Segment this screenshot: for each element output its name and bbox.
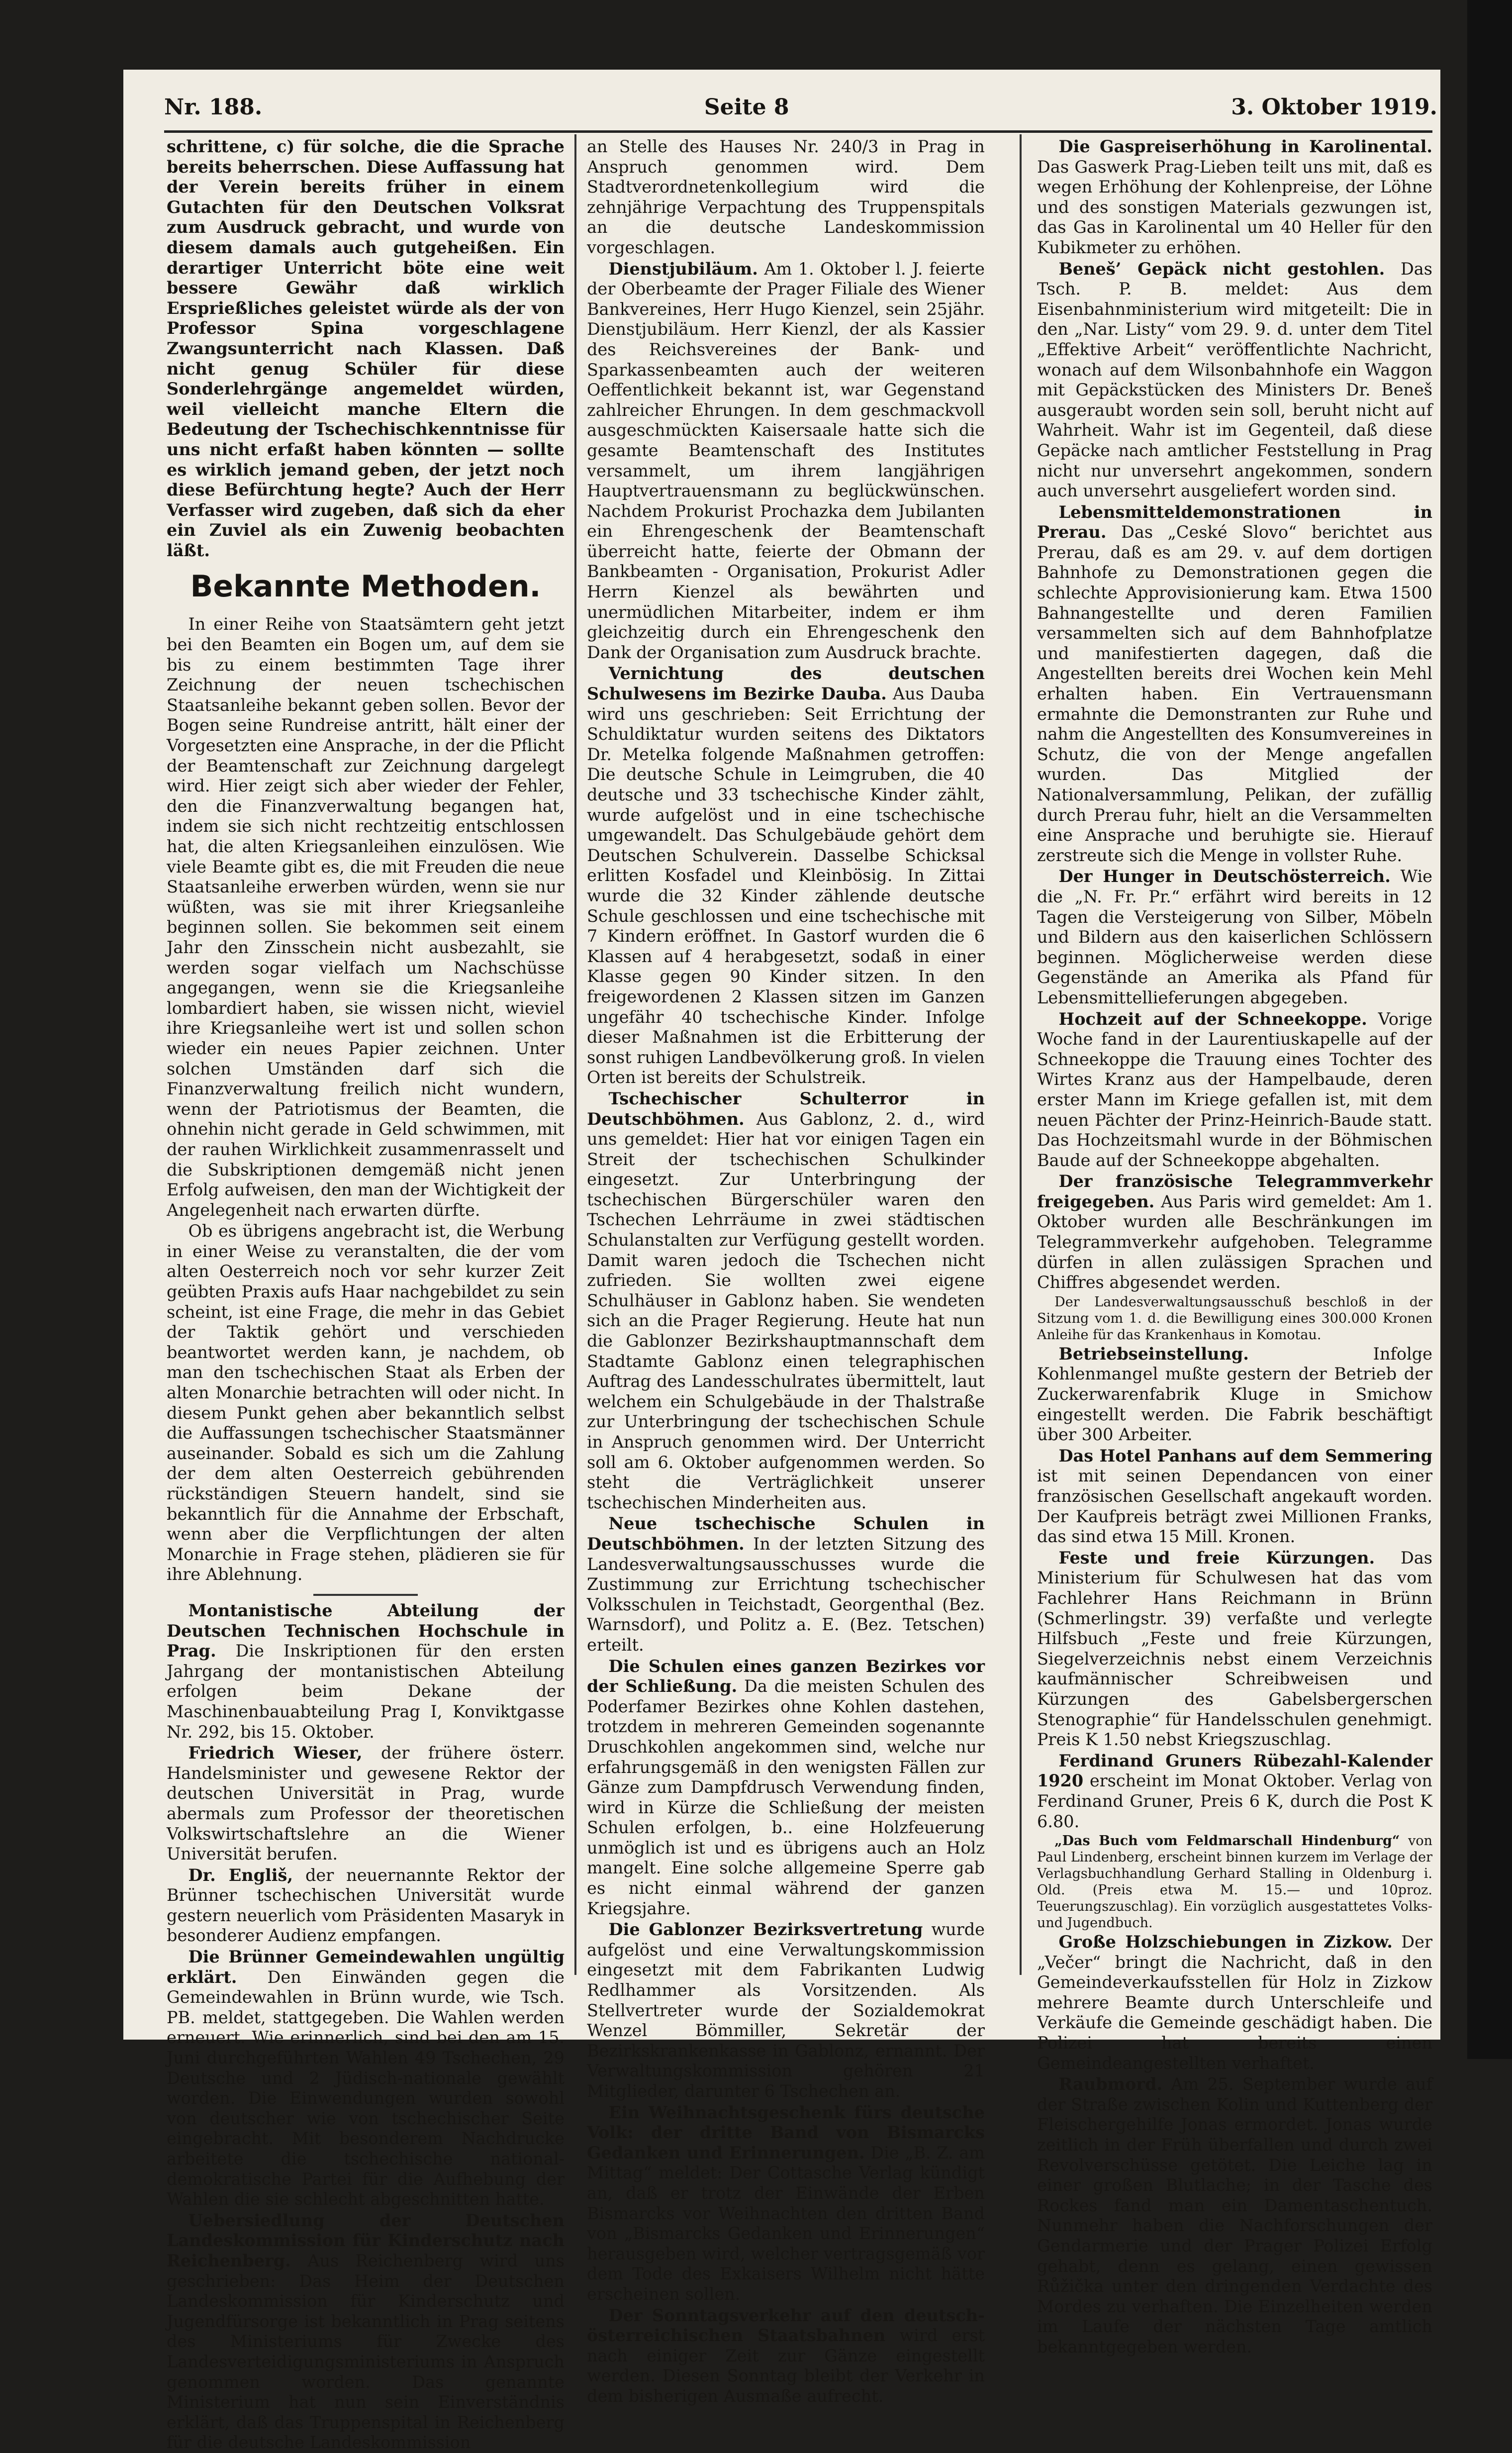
page-number: Seite 8 — [704, 94, 789, 120]
news-heading: Uebersiedlung der Deutschen Landeskommission für Kinderschutz nach Reichenberg. — [167, 2210, 565, 2270]
news-text: der neuernannte Rektor der Brünner tschechischen Universität wurde gestern neuerlich vom Präsidenten Masaryk in besonderer Audienz empfangen. — [167, 1865, 565, 1946]
news-item — [167, 1601, 565, 1742]
news-heading: Die Gaspreiserhöhung in Karolinental. — [1058, 137, 1432, 156]
news-text: Das „Ceské Slovo“ berichtet aus Prerau, daß es am 29. v. auf dem dortigen Bahnhofe zu Demonstrationen gegen die schlechte Approvisionierung kam. Etwa 1500 Bahnangestellte und deren Familien versammelten sich auf dem Bahnhofplatze und manifestierten dagegen, daß die Angestellten bereits drei Wochen kein Mehl erhalten haben. Ein Vertrauensmann ermahnte die Demonstranten zur Ruhe und nahm die Angestellten des Konsumvereines in Schutz, die von der Menge angefallen wurden. Das Mitglied der Nationalversammlung, Pelikan, der zufällig durch Prerau fuhr, hielt an die Versammelten eine Ansprache und beruhigte sie. Hierauf zerstreute sich die Menge in vollster Ruhe. — [1037, 522, 1433, 865]
section-rule — [313, 1594, 418, 1596]
news-text: Aus Paris wird gemeldet: Am 1. Oktober wurden alle Beschränkungen im Telegrammverkehr aufgehoben. Telegramme dürfen in allen zulässigen Sprachen und Chiffres abgesendet werden. — [1037, 1191, 1432, 1292]
news-heading: Lebensmitteldemonstrationen in Prerau. — [1037, 502, 1432, 542]
news-text: der frühere österr. Handelsminister und gewesene Rektor der deutschen Universität in Prag, wurde abermals zum Professor der theoretischen Volkswirtschaftslehre an die Wiener Universität berufen. — [167, 1743, 565, 1864]
news-heading: Die Brünner Gemeindewahlen ungültig erklärt. — [167, 1947, 565, 1987]
news-text: erscheint im Monat Oktober. Verlag von Ferdinand Gruner, Preis 6 K, durch die Post K 6.80. — [1037, 1771, 1432, 1831]
column-1 — [167, 137, 565, 2453]
news-heading: Dienstjubiläum. — [608, 259, 758, 279]
news-item — [1037, 1446, 1432, 1547]
news-text: Aus Gablonz, 2. d., wird uns gemeldet: Hier hat vor einigen Tagen ein Streit der tschechischen Schulkinder eingesetzt. Zur Unterbringung der tschechischen Bürgerschüler waren den Tschechen Lehrräume in zwei städtischen Schulanstalten zur Verfügung gestellt worden. Damit waren jedoch die Tschechen nicht zufrieden. Sie wollten zwei eigene Schulhäuser in Gablonz haben. Sie wendeten sich an die Prager Regierung. Heute hat nun die Gablonzer Bezirkshauptmannschaft dem Stadtamte Gablonz einen telegraphischen Auftrag des Landesschulrates übermittelt, laut welchem ein Schulgebäude in der Thalstraße zur Unterbringung der tschechischen Schule in Anspruch genommen wird. Der Unterricht soll am 6. Oktober aufgenommen werden. So steht die Verträglichkeit unserer tschechischen Minderheiten aus. — [587, 1109, 985, 1512]
news-heading: Die Gablonzer Bezirksvertretung — [608, 1920, 923, 1940]
news-text: ist mit seinen Dependancen von einer französischen Gesellschaft angekauft worden. Der Kaufpreis beträgt zwei Millionen Franks, das sind etwa 15 Mill. Kronen. — [1037, 1466, 1432, 1547]
column-2 — [587, 137, 985, 2406]
scan-border — [1467, 0, 1512, 2059]
news-text: Das Ministerium für Schulwesen hat das vom Fachlehrer Hans Reichmann in Brünn (Schmerlingstr. 39) verfaßte und verlegte Hilfsbuch „Feste und freie Kürzungen, Siegelverzeichnis nebst einem Verzeichnis kaufmännischer Schreibweisen und Kürzungen des Gabelsbergerschen Stenographie“ für Handelsschulen genehmigt. Preis K 1.50 nebst Kriegszuschlag. — [1037, 1548, 1432, 1750]
news-heading: Ein Weihnachtsgeschenk fürs deutsche Volk: der dritte Band von Bismarcks Gedanken und Erinnerungen. — [587, 2102, 985, 2162]
news-heading: Friedrich Wieser, — [188, 1743, 363, 1763]
news-heading: Montanistische Abteilung der Deutschen Technischen Hochschule in Prag. — [167, 1600, 565, 1661]
news-item — [587, 664, 985, 1087]
news-heading: Beneš’ Gepäck nicht gestohlen. — [1058, 259, 1385, 279]
news-item — [1037, 1009, 1432, 1171]
news-text: Aus Reichenberg wird uns geschrieben: Das Heim der Deutschen Landeskommission für Kinderschutz und Jugendfürsorge ist bekanntlich in Prag seitens des Ministeriums für Zwecke des Landesverteidigungsministeriums in Anspruch genommen worden. Das genannte Ministerium hat nun sein Einverständnis erklärt, daß das Truppenspital in Reichenberg für die deutsche Landeskommission — [167, 2251, 565, 2453]
news-text: Das Tsch. P. B. meldet: Aus dem Eisenbahnministerium wird mitgeteilt: Die in den „Nar. Listy“ vom 29. 9. d. unter dem Titel „Effektive Arbeit“ veröffentlichte Nachricht, wonach auf dem Wilsonbahnhofe ein Waggon mit Gepäckstücken des Ministers Dr. Beneš ausgeraubt worden sein soll, beruht nicht auf Wahrheit. Wahr ist im Gegenteil, daß diese Gepäcke nach amtlicher Feststellung in Prag nicht nur unversehrt angekommen, sondern auch unversehrt ausgeliefert worden sind. — [1037, 259, 1432, 501]
news-item — [587, 1920, 985, 2101]
news-heading: „Das Buch vom Feldmarschall Hindenburg“ — [1054, 1833, 1400, 1849]
news-item — [1037, 259, 1432, 501]
column-divider — [1020, 134, 1022, 1975]
news-heading: Raubmord. — [1058, 2074, 1163, 2094]
news-text: wurde aufgelöst und eine Verwaltungskommission eingesetzt mit dem Fabrikanten Ludwig Redlhammer als Vorsitzenden. Als Stellvertreter wurde der Sozialdemokrat Wenzel Bömmiller, Sekretär der Bezirkskrankenkasse in Gablonz, ernannt. Der Verwaltungskommission gehören 21 Mitglieder, darunter 6 Tschechen an. — [587, 1920, 985, 2101]
news-heading: Das Hotel Panhans auf dem Semmering — [1058, 1446, 1432, 1466]
news-heading: Der Sonntagsverkehr auf den deutsch-österreichischen Staatsbahnen — [587, 2305, 985, 2346]
news-item — [167, 1743, 565, 1864]
news-item — [1037, 137, 1432, 258]
news-heading: Die Schulen eines ganzen Bezirkes vor der Schließung. — [587, 1656, 985, 1696]
news-item — [587, 259, 985, 663]
news-item — [587, 2306, 985, 2407]
news-text: Das Gaswerk Prag-Lieben teilt uns mit, daß es wegen Erhöhung der Kohlenpreise, der Löhne und des sonstigen Materials gezwungen ist, das Gas in Karolinental um 40 Heller für den Kubikmeter zu erhöhen. — [1037, 157, 1432, 257]
news-item — [1037, 1172, 1432, 1293]
news-item — [1037, 2074, 1432, 2357]
news-text: Vorige Woche fand in der Laurentiuskapelle auf der Schneekoppe die Trauung eines Tochter des Wirtes Kranz aus der Hampelbaude, deren erster Mann im Kriege gefallen ist, mit dem neuen Pächter der Prinz-Heinrich-Baude statt. Das Hochzeitsmahl wurde in der Böhmischen Baude auf der Schneekoppe abgehalten. — [1037, 1009, 1432, 1170]
news-item — [167, 1865, 565, 1946]
article-continuation: schrittene, c) für solche, die die Sprache bereits beherrschen. Diese Auffassung hat der Verein bereits früher in einem Gutachten für den Deutschen Volksrat zum Ausdruck gebracht, und wurde von diesem damals auch gutgeheißen. Ein derartiger Unterricht böte eine weit bessere Gewähr daß wirklich Ersprießliches geleistet würde als der von Professor Spina vorgeschlagene Zwangsunterricht nach Klassen. Daß nicht genug Schüler für diese Sonderlehrgänge angemeldet würden, weil vielleicht manche Eltern die Bedeutung der Tschechischkenntnisse für uns nicht erfaßt haben könnten — sollte es wirklich jemand geben, der jetzt noch diese Befürchtung hegte? Auch der Herr Verfasser wird zugeben, daß sich da eher ein Zuviel als ein Zuwenig beobachten läßt. — [167, 137, 565, 560]
news-heading: Dr. Engliš, — [188, 1865, 293, 1885]
header-rule — [164, 130, 1432, 133]
news-heading: Neue tschechische Schulen in Deutschböhmen. — [587, 1514, 985, 1554]
article-headline: Bekannte Methoden. — [190, 569, 541, 604]
news-item — [1037, 1548, 1432, 1750]
column-divider — [574, 134, 576, 1975]
news-text: Da die meisten Schulen des Poderfamer Bezirkes ohne Kohlen dastehen, trotzdem in mehreren Gemeinden sogenannte Druschkohlen angekommen sind, welche nur erfahrungsgemäß in den wenigsten Fällen zur Gänze zum Dampfdrusch Verwendung finden, wird in Kürze die Schließung der meisten Schulen erfolgen, b.. eine Holzfeuerung unmöglich ist und es übrigens auch an Holz mangelt. Eine solche allgemeine Sperre gab es nicht einmal während der ganzen Kriegsjahre. — [587, 1676, 985, 1918]
news-text: von Paul Lindenberg, erscheint binnen kurzem im Verlage der Verlagsbuchhandlung Gerhard Stalling in Oldenburg i. Old. (Preis etwa M. 15.— und 10proz. Teuerungszuschlag). Ein vorzüglich ausgestattetes Volks- und Jugendbuch. — [1037, 1833, 1432, 1931]
news-item-small: Der Landesverwaltungsausschuß beschloß in der Sitzung vom 1. d. die Bewilligung eines 300.000 Kronen Anleihe für das Krankenhaus in Komotau. — [1037, 1294, 1432, 1343]
news-heading: Der französische Telegrammverkehr freigegeben. — [1037, 1172, 1432, 1211]
news-item-small — [1037, 1833, 1432, 1931]
news-item — [587, 1657, 985, 1919]
article-continuation: an Stelle des Hauses Nr. 240/3 in Prag in Anspruch genommen wird. Dem Stadtverordnetenkollegium wird die zehnjährige Verpachtung des Truppenspitals an die deutsche Landeskommission vorgeschlagen. — [587, 137, 985, 257]
news-heading: Tschechischer Schulterror in Deutschböhmen. — [587, 1088, 985, 1129]
news-heading: Hochzeit auf der Schneekoppe. — [1058, 1009, 1367, 1029]
column-3 — [1037, 137, 1433, 2356]
article-paragraph: Ob es übrigens angebracht ist, die Werbung in einer Weise zu veranstalten, die der vom alten Oesterreich noch vor sehr kurzer Zeit geübten Praxis aufs Haar nachgebildet zu sein scheint, ist eine Frage, die mehr in das Gebiet der Taktik gehört und verschieden beantwortet werden kann, je nachdem, ob man den tschechischen Staat als Erben der alten Monarchie betrachten will oder nicht. In diesem Punkt gehen aber bekanntlich selbst die Auffassungen tschechischer Staatsmänner auseinander. Sobald es sich um die Zahlung der dem alten Oesterreich gebührenden rückständigen Steuern handelt, sind sie bekanntlich für die Annahme der Erbschaft, wenn aber die Verpflichtungen der alten Monarchie in Frage stehen, plädieren sie für ihre Ablehnung. — [167, 1221, 565, 1584]
news-heading: Vernichtung des deutschen Schulwesens im Bezirke Dauba. — [587, 664, 985, 704]
news-text: Den Einwänden gegen die Gemeindewahlen in Brünn wurde, wie Tsch. PB. meldet, stattgegeben. Die Wahlen werden erneuert. Wie erinnerlich, sind bei den am 15. Juni durchgeführten Wahlen 49 Tschechen, 29 Deutsche und 2 Jüdisch-nationale gewählt worden. Die Einwendungen wurden sowohl von deutscher wie von tschechischer Seite eingebracht. Mit besonderem Nachdrucke arbeitete die tschechische national-demokratische Partei für die Aufhebung der Wahlen die sie schlecht abgeschnitten hatte. — [167, 1967, 565, 2209]
issue-date: 3. Oktober 1919. — [1231, 94, 1437, 120]
news-item — [587, 2103, 985, 2305]
news-text: Die „B. Z. am Mittag“ meldet: Der Cottasche Verlag kündigt an, daß er trotz der Einwände der Erben Bismarcks vor Weihnachten den dritten Band von „Bismarcks Gedanken und Erinnerungen“ herausgeben wird, welcher vertragsgemäß vor dem Tode des Exkaisers Wilhelm nicht hätte erscheinen sollen. — [587, 2143, 985, 2304]
news-item — [1037, 502, 1432, 866]
news-text: wird erst nach einiger Zeit zur Gänze eingestellt werden. Diesen Sonntag bleibt der Verkehr in dem bisherigen Ausmaße aufrecht. — [587, 2326, 985, 2406]
news-text: In der letzten Sitzung des Landesverwaltungsausschusses wurde die Zustimmung zur Errichtung tschechischer Volksschulen in Teichstadt, Georgenthal (Bez. Warnsdorf), und Politz a. E. (Bez. Tetschen) erteilt. — [587, 1534, 985, 1655]
news-item — [1037, 1344, 1432, 1445]
page-header — [164, 87, 1437, 127]
news-text: Infolge Kohlenmangel mußte gestern der Betrieb der Zuckerwarenfabrik Kluge in Smichow eingestellt werden. Die Fabrik beschäftigt über 300 Arbeiter. — [1037, 1344, 1432, 1445]
news-item — [167, 2211, 565, 2453]
news-heading: Der Hunger in Deutschösterreich. — [1058, 867, 1391, 886]
news-item — [587, 1514, 985, 1655]
news-item — [587, 1089, 985, 1513]
news-item — [167, 1947, 565, 2210]
news-heading: Ferdinand Gruners Rübezahl-Kalender 1920 — [1037, 1751, 1432, 1791]
issue-number: Nr. 188. — [164, 94, 263, 120]
article-paragraph: In einer Reihe von Staatsämtern geht jetzt bei den Beamten ein Bogen um, auf dem sie bis zu einem bestimmten Tage ihrer Zeichnung der neuen tschechischen Staatsanleihe bekannt geben sollen. Bevor der Bogen seine Rundreise antritt, hält einer der Vorgesetzten eine Ansprache, in der die Pflicht der Beamtenschaft zur Zeichnung dargelegt wird. Hier zeigt sich aber wieder der Fehler, den die Finanzverwaltung begangen hat, indem sie sich nicht rechtzeitig entschlossen hat, die alten Kriegsanleihen einzulösen. Wie viele Beamte gibt es, die mit Freuden die neue Staatsanleihe erwerben würden, wenn sie nur wüßten, was sie mit ihrer Kriegsanleihe beginnen sollen. Sie bekommen seit einem Jahr den Zinsschein nicht ausbezahlt, sie werden sogar vielfach um Nachschüsse angegangen, wenn sie die Kriegsanleihe lombardiert haben, sie wissen nicht, wieviel ihre Kriegsanleihe wert ist und sollen schon wieder ein neues Papier zeichnen. Unter solchen Umständen darf sich die Finanzverwaltung freilich nicht wundern, wenn der Patriotismus der Beamten, die ohnehin nicht gerade in Geld schwimmen, mit der rauhen Wirklichkeit zusammenrasselt und die Subskriptionen demgemäß nicht jenen Erfolg aufweisen, den man der Wichtigkeit der Angelegenheit nach erwarten dürfte. — [167, 614, 565, 1220]
news-item — [1037, 867, 1432, 1008]
news-item — [1037, 1932, 1432, 2073]
news-text: Am 25. September wurde auf der Straße zwischen Kolin und Kuttenberg der Fleischergehilfe Jonas ermordet. Jonas wurde zeitlich in der Früh überfallen und durch zwei Revolverschüsse getötet. Die Leiche lag in einer großen Blutlache; in der Tasche des Rockes fand man ein Damentaschentuch. Nunmehr haben die Nachforschungen der Gendarmerie und der Prager Polizei Erfolg gehabt, denn es gelang, einen gewissen Růžička unter den dringenden Verdachte des Mordes zu verhaften. Die Einzelheiten werden im Laufe der nächsten Tage amtlich bekanntgegeben werden. — [1037, 2074, 1432, 2356]
news-text: Der „Večer“ bringt die Nachricht, daß in den Gemeindeverkaufsstellen für Holz in Zizkow mehrere Beamte durch Unterschleife und Verkäufe die Gemeinde geschädigt haben. Die Polizei hat bereits einen Gemeindeangestellten verhaftet. — [1037, 1932, 1432, 2073]
news-heading: Große Holzschiebungen in Zizkow. — [1058, 1932, 1393, 1952]
news-text: Aus Dauba wird uns geschrieben: Seit Errichtung der Schuldiktatur wurden seitens des Diktators Dr. Metelka folgende Maßnahmen getroffen: Die deutsche Schule in Leimgruben, die 40 deutsche und 33 tschechische Kinder zählt, wurde aufgelöst und in eine tschechische umgewandelt. Das Schulgebäude gehört dem Deutschen Schulverein. Dasselbe Schicksal erlitten Kosfadel und Kleinbösig. In Zittai wurde die 32 Kinder zählende deutsche Schule geschlossen und eine tschechische mit 7 Kindern eröffnet. In Gastorf wurden die 6 Klassen auf 4 herabgesetzt, sodaß in einer Klasse gegen 90 Kinder sitzen. In den freigewordenen 2 Klassen sitzen im Ganzen ungefähr 40 tschechische Kinder. Infolge dieser Maßnahmen ist die Erbitterung der sonst ruhigen Landbevölkerung groß. In vielen Orten ist bereits der Schulstreik. — [587, 684, 985, 1087]
news-heading: Betriebseinstellung. — [1058, 1344, 1249, 1364]
news-item — [1037, 1751, 1432, 1832]
news-heading: Feste und freie Kürzungen. — [1058, 1548, 1375, 1568]
news-text: Die Inskriptionen für den ersten Jahrgang der montanistischen Abteilung erfolgen beim Dekane der Maschinenbauabteilung Prag I, Konviktgasse Nr. 292, bis 15. Oktober. — [167, 1641, 565, 1742]
news-text: Am 1. Oktober l. J. feierte der Oberbeamte der Prager Filiale des Wiener Bankvereines, Herr Hugo Kienzel, sein 25jähr. Dienstjubiläum. Herr Kienzl, der als Kassier des Reichsvereines der Bank- und Sparkassenbeamten auch der weiteren Oeffentlichkeit bekannt ist, war Gegenstand zahlreicher Ehrungen. In dem geschmackvoll ausgeschmückten Kaisersaale hatte sich die gesamte Beamtenschaft des Institutes versammelt, um ihrem langjährigen Hauptvertrauensmann zu beglückwünschen. Nachdem Prokurist Prochazka dem Jubilanten ein Ehrengeschenk der Beamtenschaft überreicht hatte, feierte der Obmann der Bankbeamten - Organisation, Prokurist Adler Herrn Kienzel als bewährten und unermüdlichen Mitarbeiter, indem er ihm gleichzeitig durch ein Ehrengeschenk den Dank der Organisation zum Ausdruck brachte. — [587, 259, 985, 662]
news-text: Wie die „N. Fr. Pr.“ erfährt wird bereits in 12 Tagen die Versteigerung von Silber, Möbeln und Bildern aus den kaiserlichen Schlössern beginnen. Möglicherweise werden diese Gegenstände an Amerika als Pfand für Lebensmittellieferungen abgegeben. — [1037, 867, 1432, 1007]
